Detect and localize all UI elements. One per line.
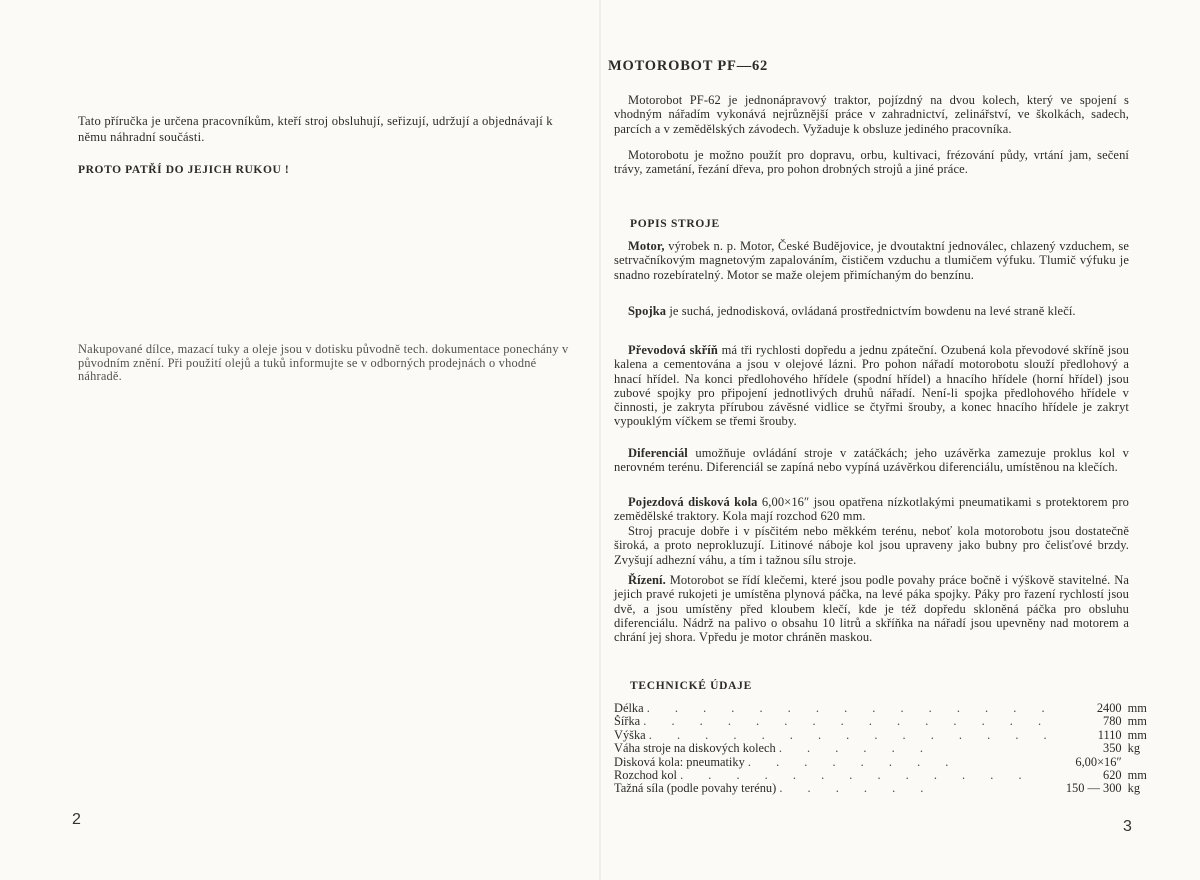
spec-label: Šířka . . . . . . . . . . . . . . . (614, 715, 1053, 729)
leader-dots: . . . . . . . . . . . . . (680, 769, 1033, 783)
slogan: PROTO PATŘÍ DO JEJICH RUKOU ! (78, 164, 290, 176)
spec-label: Váha stroje na diskových kolech . . . . . . (614, 742, 934, 756)
spec-unit: mm (1127, 727, 1147, 742)
spec-label: Disková kola: pneumatiky . . . . . . . . (614, 755, 960, 769)
motor-paragraph: Motor, výrobek n. p. Motor, České Budějovice, je dvoutaktní jednoválec, chlazený vzduchem, se setrvačníkovým magnetovým zapalováním, čističem vzduchu a tlumičem výfuku. Tlumič výfuku je snadno rozebíratelný. Motor se maže olejem přimíchaným do benzínu. (614, 239, 1129, 282)
intro-text: Tato příručka je určena pracovníkům, kteří stroj obsluhují, seřizují, udržují a objednávají k němu náhradní součásti. (78, 114, 553, 144)
spec-value: 1110 (1097, 727, 1122, 742)
intro-paragraph-1: Motorobot PF-62 je jednonápravový traktor, pojízdný na dvou kolech, který ve spojení s vhodným nářadím vykonává nejrůznější práce v zahradnictví, zelinářství, ve školkách, sadech, parcích a v zemědělských závodech. Vyžaduje k obsluze jediného pracovníka. (614, 93, 1129, 136)
spec-unit: kg (1127, 781, 1141, 796)
prevodovka-paragraph: Převodová skříň má tři rychlosti dopředu a jednu zpáteční. Ozubená kola převodové skříně jsou kalena a cementována a jsou v olejové lázni. Pro pohon nářadí motorobotu slouží předlohový a hnací hřídel. Na konci předlohového hřídele (spodní hřídel) a hnacího hřídele (horní hřídel) jsou zubové spojky pro připojení jednotlivých druhů nářadí. Není-li spojka předlohového hřídele v činnosti, je zakryta přírubou závěsné vidlice se čtyřmi šrouby, a konec hnacího hřídele je zakryt vypouklým víčkem se třemi šrouby. (614, 343, 1129, 429)
kola-term: Pojezdová disková kola (628, 495, 758, 509)
spec-unit (1128, 756, 1168, 769)
spec-value: 6,00×16″ (1075, 754, 1122, 769)
spec-value: 780 (1103, 714, 1122, 729)
page-number-left: 2 (72, 811, 81, 828)
spojka-paragraph: Spojka je suchá, jednodisková, ovládaná prostřednictvím bowdenu na levé straně klečí. (628, 304, 1076, 318)
spec-row (614, 782, 1168, 795)
spec-unit: mm (1127, 768, 1147, 783)
spec-row (614, 715, 1168, 728)
intro-paragraph-2: Motorobotu je možno použít pro dopravu, orbu, kultivaci, frézování půdy, vrtání jam, sečení trávy, zametání, řezání dřeva, pro pohon drobných strojů a jiné práce. (614, 148, 1129, 177)
rizeni-term: Řízení. (628, 573, 666, 587)
tech-heading: TECHNICKÉ ÚDAJE (630, 680, 753, 692)
diferencial-paragraph: Diferenciál umožňuje ovládání stroje v zatáčkách; jeho uzávěrka zamezuje proklus kol v nerovném terénu. Diferenciál se zapíná nebo vypíná uzávěrkou diferenciálu, umístěnou na klečích. (614, 446, 1129, 475)
leader-dots: . . . . . . . . . . . . . . . (643, 715, 1053, 729)
right-page (600, 0, 1200, 880)
leader-dots: . . . . . . . . (747, 755, 960, 769)
spec-row (614, 769, 1168, 782)
leader-dots: . . . . . . . . . . . . . . . (646, 702, 1056, 715)
spec-unit: mm (1127, 701, 1147, 715)
spec-label: Rozchod kol . . . . . . . . . . . . . (614, 769, 1033, 783)
spec-label: Délka . . . . . . . . . . . . . . . (614, 702, 1056, 715)
spec-label: Výška . . . . . . . . . . . . . . . (614, 728, 1058, 742)
specs-table (614, 702, 1168, 796)
spec-value: 150 — 300 (1065, 781, 1122, 796)
kola-paragraph: Pojezdová disková kola 6,00×16″ jsou opatřena nízkotlakými pneumatikami s protektorem pro zemědělské traktory. Kola mají rozchod 620 mm. (614, 495, 1129, 524)
prevodovka-term: Převodová skříň (628, 343, 718, 357)
spec-row (614, 742, 1168, 755)
notice-text: Nakupované dílce, mazací tuky a oleje jsou v dotisku původně tech. dokumentace ponechány v původním znění. Při použití olejů a tuků informujte se v odborných prodejnách o vhodné náhradě. (78, 342, 569, 383)
page-title: MOTOROBOT PF—62 (608, 58, 769, 74)
spec-unit: mm (1127, 714, 1147, 729)
spojka-term: Spojka (628, 304, 667, 318)
page-number-right: 3 (1123, 818, 1132, 835)
diferencial-term: Diferenciál (628, 446, 688, 460)
spec-label: Tažná síla (podle povahy terénu) . . . . . . (614, 782, 935, 796)
spec-row (614, 756, 1168, 769)
spec-row (614, 729, 1168, 742)
spec-row (614, 702, 1168, 715)
section-heading: POPIS STROJE (630, 218, 720, 230)
motor-term: Motor, (628, 239, 665, 253)
leader-dots: . . . . . . . . . . . . . . . (648, 728, 1058, 742)
spec-unit: kg (1127, 741, 1141, 756)
leader-dots: . . . . . . (778, 742, 934, 756)
leader-dots: . . . . . . (779, 782, 935, 796)
spec-value: 350 (1103, 741, 1122, 756)
rizeni-paragraph: Řízení. Motorobot se řídí klečemi, které jsou podle povahy práce bočně i výškově stavitelné. Na jejich pravé rukojeti je umístěna plynová páčka, na levé páka spojky. Páky pro řazení rychlostí jsou dvě, a jsou umístěny před kloubem klečí, kde je též dopředu skloněná páčka pro obsluhu diferenciálu. Nádrž na palivo o obsahu 10 litrů a skříňka na nářadí jsou upevněny nad motorem a chrání jej shora. Vpředu je motor chráněn maskou. (614, 573, 1129, 645)
kola-paragraph-2: Stroj pracuje dobře i v písčitém nebo měkkém terénu, neboť kola motorobotu jsou dostatečně široká, a proto neprokluzují. Litinové náboje kol jsou upraveny jako bubny pro čelisťové brzdy. Zvyšují adhezní váhu, a tím i tažnou sílu stroje. (614, 524, 1129, 567)
spec-value: 2400 (1096, 701, 1122, 715)
spec-value: 620 (1103, 768, 1122, 783)
